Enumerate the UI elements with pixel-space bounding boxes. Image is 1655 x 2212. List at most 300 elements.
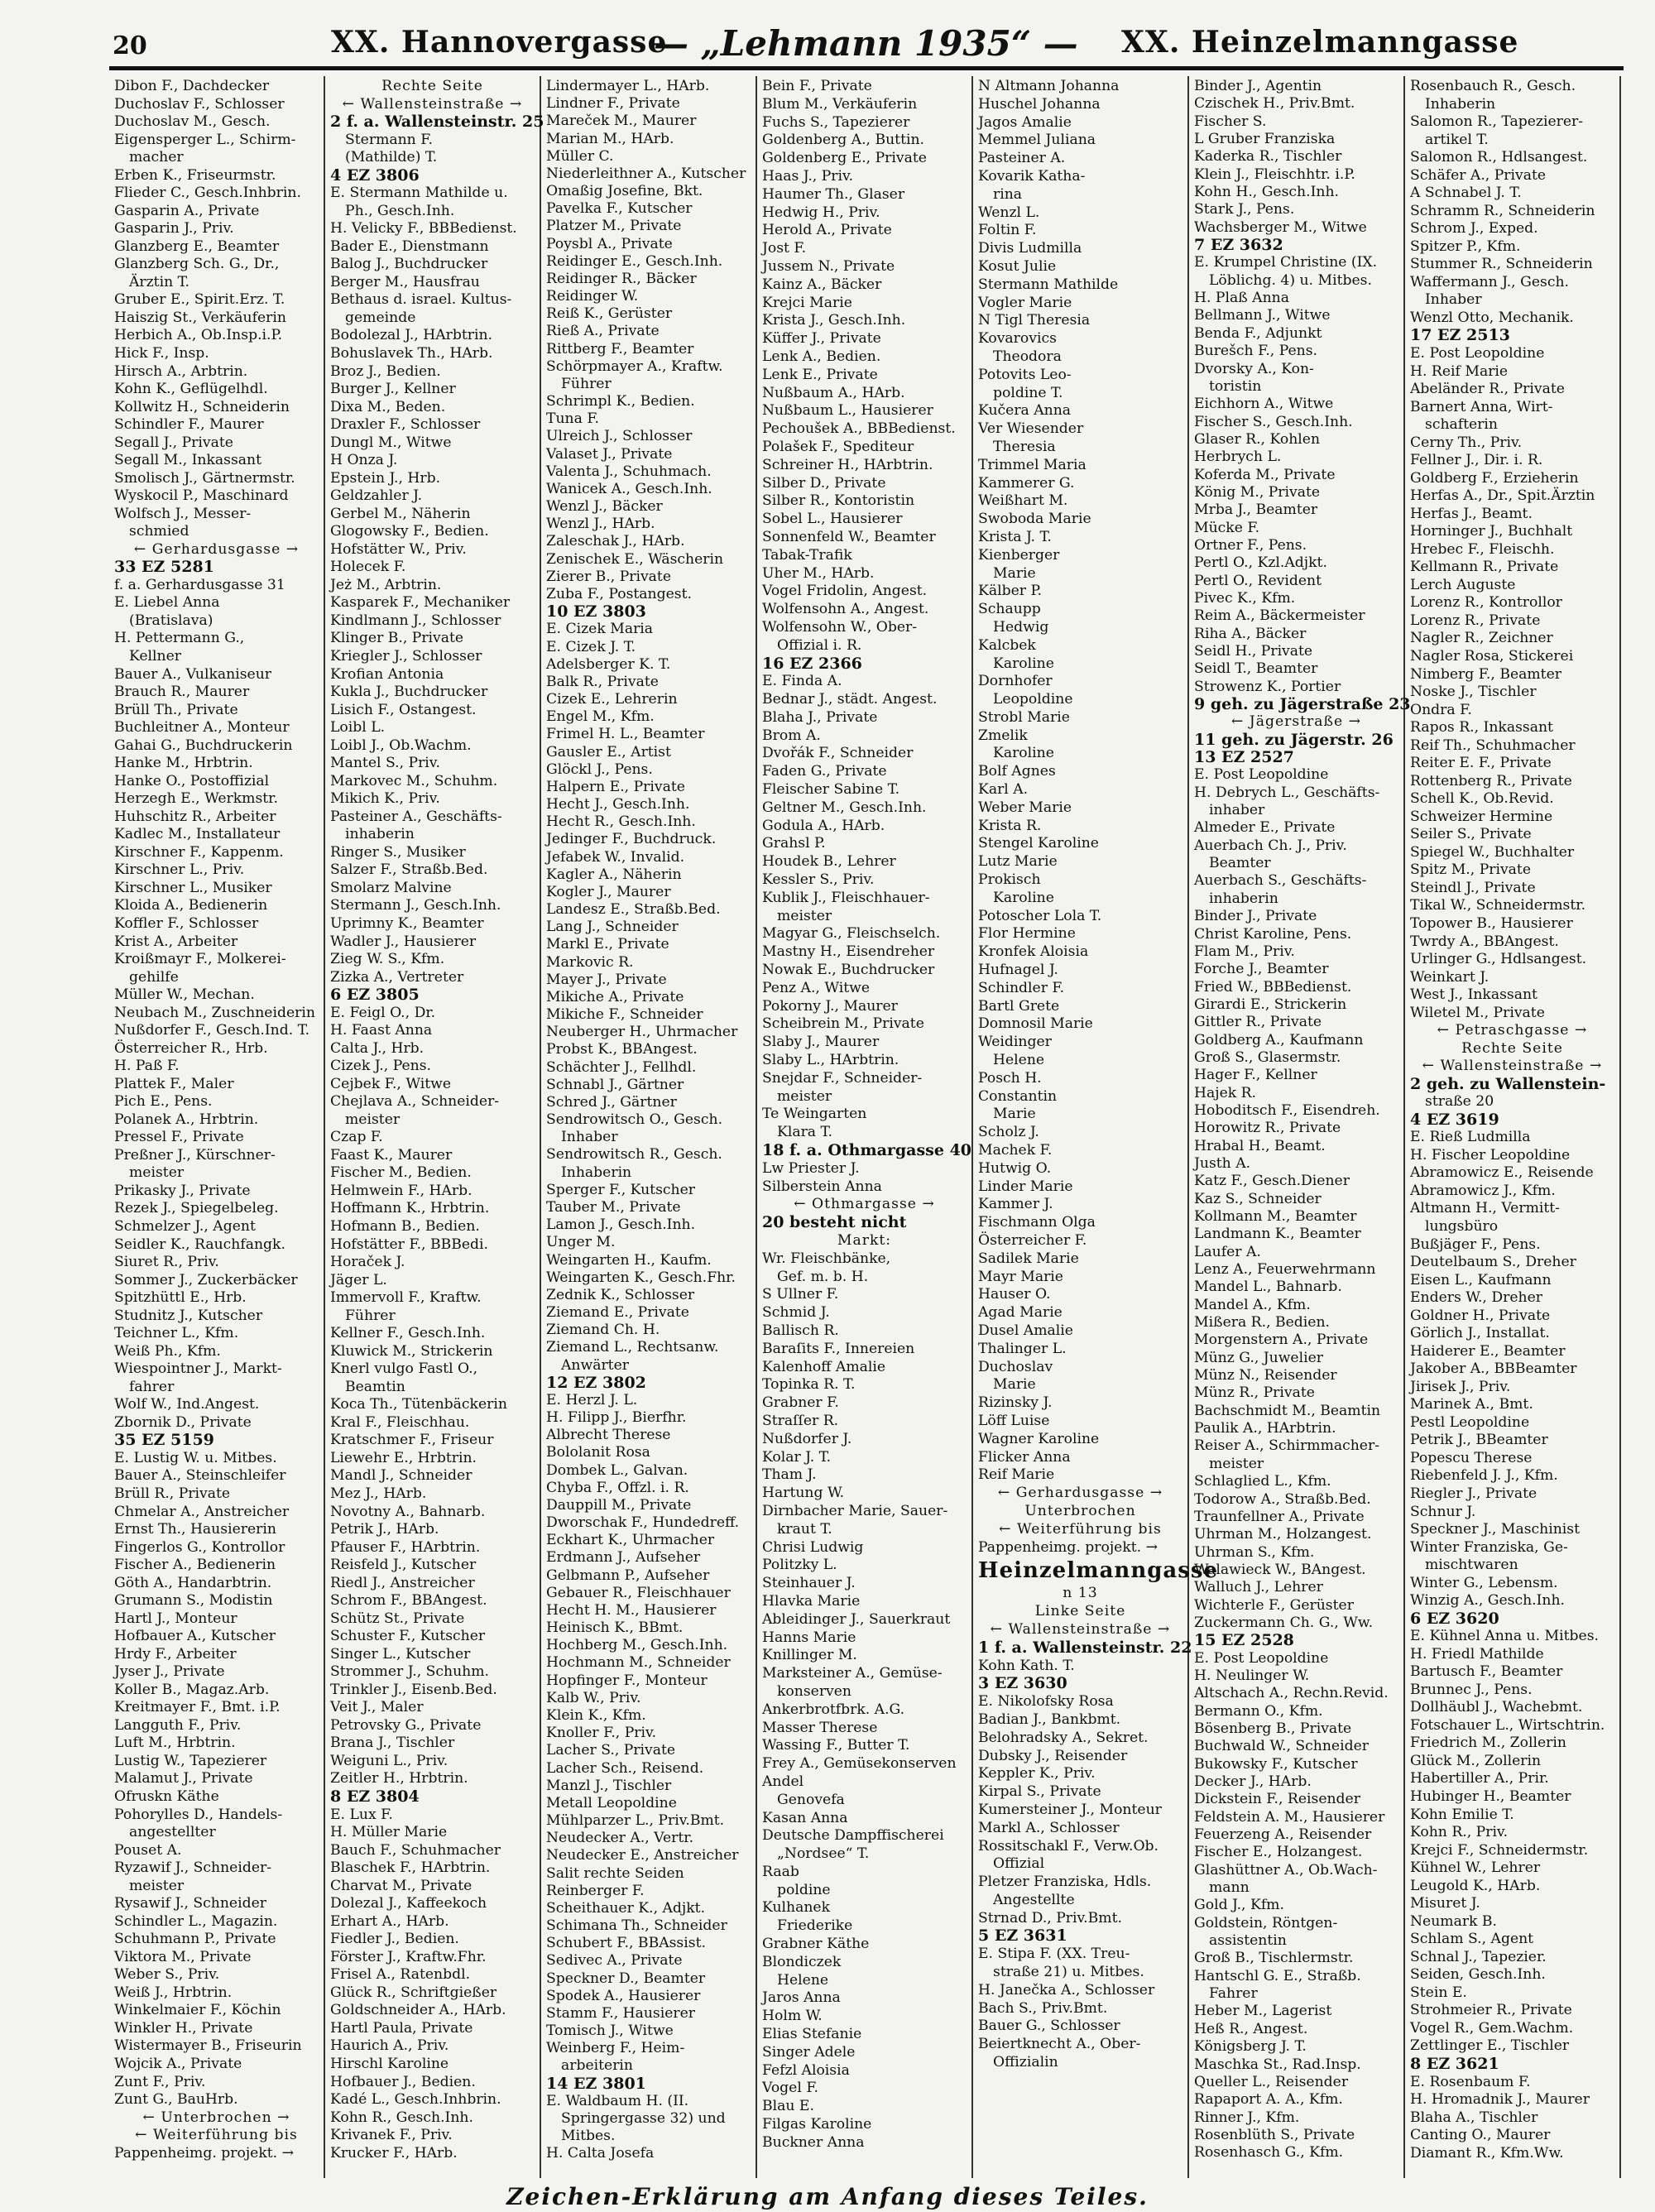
directory-entry: Geltner M., Gesch.Inh. <box>762 799 927 816</box>
directory-entry: Wiespointner J., Markt- <box>114 1360 282 1378</box>
directory-entry: Petrovsky G., Private <box>330 1716 482 1734</box>
directory-entry: Knillinger M. <box>762 1647 857 1664</box>
directory-entry: Groß B., Tischlermstr. <box>1194 1950 1354 1967</box>
directory-entry: Rezek J., Spiegelbeleg. <box>114 1200 279 1217</box>
directory-entry: Chyba F., Offzl. i. R. <box>546 1479 689 1496</box>
directory-entry: Hrebec F., Fleischh. <box>1410 540 1555 558</box>
directory-entry: Hutwig O. <box>978 1159 1052 1177</box>
directory-entry: Duchoslav F., Schlosser <box>114 95 285 113</box>
directory-entry: Bußjäger F., Pens. <box>1410 1236 1541 1253</box>
directory-entry: Salomon R., Hdlsangest. <box>1410 149 1588 166</box>
directory-entry: Löff Luise <box>978 1412 1050 1429</box>
directory-entry: E. Rieß Ludmilla <box>1410 1129 1531 1146</box>
directory-entry: Weidinger <box>978 1034 1052 1051</box>
street-section-title: Heinzelmanngasse <box>978 1558 1219 1584</box>
directory-entry: Silberstein Anna <box>762 1178 882 1195</box>
directory-entry: Topower B., Hausierer <box>1410 914 1573 932</box>
directory-entry: Wenzl J., HArb. <box>546 516 655 533</box>
directory-entry: Hlavka Marie <box>762 1592 861 1610</box>
directory-entry: Mücke F. <box>1194 519 1260 536</box>
directory-entry: Prikasky J., Private <box>114 1182 251 1199</box>
directory-entry: Almeder E., Private <box>1194 819 1336 837</box>
directory-entry: Forche J., Beamter <box>1194 961 1329 978</box>
directory-entry: Rosenbauch R., Gesch. <box>1410 78 1576 94</box>
directory-entry: Fischer S. <box>1194 113 1267 130</box>
directory-entry: Ver Wiesender <box>978 420 1084 438</box>
directory-entry: Kulhanek <box>762 1899 831 1917</box>
directory-entry: Kovarovics <box>978 330 1057 348</box>
directory-entry: Marie <box>993 1106 1036 1123</box>
directory-entry: Bein F., Private <box>762 78 872 94</box>
directory-entry: Hofbauer J., Bedien. <box>330 2073 476 2090</box>
directory-entry: Wolfsch J., Messer- <box>114 505 252 522</box>
directory-entry: Koller B., Magaz.Arb. <box>114 1681 270 1698</box>
directory-entry: E. Nikolofsky Rosa <box>978 1693 1114 1711</box>
house-number-heading: 35 EZ 5159 <box>114 1431 214 1450</box>
directory-entry: Wolf W., Ind.Angest. <box>114 1396 260 1413</box>
directory-entry: Glashüttner A., Ob.Wach- <box>1194 1861 1378 1879</box>
directory-entry: E. Kühnel Anna u. Mitbes. <box>1410 1628 1599 1645</box>
directory-entry: E. Krumpel Christine (IX. <box>1194 254 1378 271</box>
directory-entry: Preßner J., Kürschner- <box>114 1146 276 1164</box>
directory-entry: Faast K., Maurer <box>330 1146 453 1164</box>
directory-entry: West J., Inkassant <box>1410 986 1537 1004</box>
directory-entry: N Altmann Johanna <box>978 78 1120 94</box>
directory-entry: Wanicek A., Gesch.Inh. <box>546 480 712 497</box>
directory-entry: Hufnagel J. <box>978 962 1058 979</box>
house-number-heading: 15 EZ 2528 <box>1194 1631 1294 1650</box>
directory-entry: Kirschner L., Musiker <box>114 879 272 896</box>
directory-entry: Anwärter <box>561 1356 629 1374</box>
house-number-heading: 6 EZ 3620 <box>1410 1609 1499 1628</box>
directory-entry: Balog J., Buchdrucker <box>330 256 488 273</box>
directory-entry: Kriegler J., Schlosser <box>330 648 482 665</box>
directory-entry: Chmelar A., Anstreicher <box>114 1503 290 1520</box>
directory-entry: Polašek F., Spediteur <box>762 438 914 455</box>
directory-entry: Linder Marie <box>978 1178 1073 1195</box>
directory-entry: Geldzahler J. <box>330 487 423 505</box>
directory-entry: Wiletel M., Private <box>1410 1004 1545 1021</box>
directory-entry: Haas J., Priv. <box>762 167 854 185</box>
house-number-heading: 8 EZ 3621 <box>1410 2054 1499 2073</box>
directory-entry: Nowak E., Buchdrucker <box>762 962 935 979</box>
directory-entry: Mayer J., Private <box>546 971 667 988</box>
legend-footer: Zeichen-Erklärung am Anfang dieses Teiles. <box>506 2183 1149 2210</box>
directory-entry: Kosut Julie <box>978 257 1057 275</box>
directory-entry: Kalenhoff Amalie <box>762 1358 886 1375</box>
directory-entry: E. Lux F. <box>330 1806 393 1823</box>
directory-entry: Riegler J., Private <box>1410 1485 1537 1502</box>
directory-entry: Strnad D., Priv.Bmt. <box>978 1909 1122 1927</box>
directory-entry: Gerbel M., Näherin <box>330 505 471 522</box>
directory-entry: Helene <box>777 1971 829 1989</box>
directory-entry: Segall M., Inkassant <box>114 452 262 469</box>
directory-entry: Neudecker A., Vertr. <box>546 1830 694 1847</box>
directory-entry: Weber S., Priv. <box>114 1966 220 1984</box>
directory-entry: Wistermayer B., Friseurin <box>114 2037 302 2055</box>
directory-entry: Poysbl A., Private <box>546 235 673 252</box>
directory-entry: Beamter <box>1209 855 1271 872</box>
directory-entry: Karoline <box>993 655 1054 672</box>
directory-entry: meister <box>345 1111 401 1128</box>
directory-entry: Pokorny J., Maurer <box>762 997 898 1015</box>
street-separator: Rechte Seite <box>381 78 483 94</box>
directory-entry: Landesz E., Straßb.Bed. <box>546 901 721 919</box>
street-separator: Markt: <box>837 1232 892 1249</box>
directory-entry: Nußdorfer F., Gesch.Ind. T. <box>114 1022 310 1039</box>
directory-entry: Potovits Leo- <box>978 366 1072 383</box>
directory-entry: Walluch J., Lehrer <box>1194 1579 1323 1596</box>
directory-entry: Weingarten H., Kaufm. <box>546 1251 712 1269</box>
directory-entry: Ernst Th., Hausiererin <box>114 1521 276 1538</box>
directory-entry: Goldstein, Röntgen- <box>1194 1914 1338 1931</box>
directory-entry: Leopoldine <box>993 691 1073 708</box>
directory-entry: Helene <box>993 1052 1045 1069</box>
directory-entry: Pich E., Pens. <box>114 1093 213 1111</box>
directory-entry: Foltin F. <box>978 222 1037 239</box>
directory-entry: Fuchs S., Tapezierer <box>762 113 910 131</box>
directory-entry: Reim A., Bäckermeister <box>1194 607 1365 625</box>
house-number-heading: 3 EZ 3630 <box>978 1674 1067 1693</box>
directory-entry: Eisen L., Kaufmann <box>1410 1271 1552 1288</box>
directory-entry: mischtwaren <box>1425 1557 1518 1574</box>
directory-entry: Bartusch F., Beamter <box>1410 1663 1563 1681</box>
directory-entry: Ulreich J., Schlosser <box>546 428 693 445</box>
directory-entry: Sonnenfeld W., Beamter <box>762 528 936 545</box>
directory-entry: Reif Th., Schuhmacher <box>1410 737 1576 754</box>
directory-entry: Lenz A., Feuerwehrmann <box>1194 1261 1376 1279</box>
directory-entry: Baraſits F., Innereien <box>762 1340 915 1357</box>
directory-entry: Schred J., Gärtner <box>546 1093 677 1111</box>
directory-entry: Zunt F., Priv. <box>114 2073 206 2090</box>
directory-entry: H. Janečka A., Schlosser <box>978 1981 1155 1998</box>
directory-entry: Görlich J., Installat. <box>1410 1325 1550 1342</box>
directory-entry: Scheithauer K., Adjkt. <box>546 1899 706 1917</box>
directory-entry: Klara T. <box>777 1124 832 1141</box>
directory-entry: Reiter E. F., Private <box>1410 755 1552 772</box>
directory-entry: Plattek F., Maler <box>114 1075 234 1092</box>
directory-entry: Riha A., Bäcker <box>1194 625 1307 642</box>
directory-entry: Brauch R., Maurer <box>114 684 250 701</box>
directory-entry: Dolezal J., Kaffeekoch <box>330 1895 487 1912</box>
directory-entry: Hecht J., Gesch.Inh. <box>546 796 690 813</box>
directory-entry: straße 21) u. Mitbes. <box>993 1964 1144 1981</box>
column-6 <box>1189 76 1411 2178</box>
directory-entry: Zeitler H., Hrbtrin. <box>330 1770 468 1787</box>
directory-entry: Huschel Johanna <box>978 95 1101 113</box>
directory-entry: Duchoslav M., Gesch. <box>114 113 271 131</box>
directory-entry: Wojcik A., Private <box>114 2055 242 2072</box>
directory-entry: Karl A. <box>978 781 1029 799</box>
directory-entry: Decker J., HArb. <box>1194 1773 1312 1790</box>
directory-entry: Walawieck W., BAngest. <box>1194 1561 1366 1578</box>
directory-entry: Glanzberg E., Beamter <box>114 238 280 255</box>
directory-entry: Rizinsky J. <box>978 1394 1053 1412</box>
directory-entry: Winter Franziska, Ge- <box>1410 1538 1568 1556</box>
directory-entry: Markovec M., Schuhm. <box>330 772 498 789</box>
directory-entry: lungsbüro <box>1425 1218 1499 1235</box>
directory-entry: Tikal W., Schneidermstr. <box>1410 897 1586 914</box>
directory-entry: (Bratislava) <box>129 612 213 629</box>
directory-entry: Rysawif J., Schneider <box>114 1895 266 1912</box>
directory-entry: Reidinger E., Gesch.Inh. <box>546 252 723 270</box>
directory-entry: Glanzberg Sch. G., Dr., <box>114 256 280 273</box>
directory-entry: Jakober A., BBBeamter <box>1410 1360 1577 1378</box>
directory-entry: Bodolezal J., HArbtrin. <box>330 327 492 344</box>
directory-entry: Altschach A., Rechn.Revid. <box>1194 1685 1389 1702</box>
directory-entry: H Onza J. <box>330 452 398 469</box>
directory-entry: Krucker F., HArb. <box>330 2144 458 2162</box>
directory-entry: Pouset A. <box>114 1841 182 1859</box>
directory-entry: Valenta J., Schuhmach. <box>546 463 712 480</box>
street-separator: ← Petraschgasse → <box>1437 1022 1588 1039</box>
directory-entry: Wenzl J., Bäcker <box>546 498 663 516</box>
directory-entry: Jefabek W., Invalid. <box>546 848 685 866</box>
directory-entry: Stengel Karoline <box>978 835 1099 852</box>
directory-entry: inhaberin <box>1209 890 1278 907</box>
directory-entry: Kühnel W., Lehrer <box>1410 1859 1541 1877</box>
directory-entry: Katz F., Gesch.Diener <box>1194 1173 1350 1190</box>
directory-entry: Stein E. <box>1410 1984 1467 2001</box>
directory-entry: Kolar J. T. <box>762 1448 832 1466</box>
directory-entry: Zierer B., Private <box>546 568 672 585</box>
directory-entry: Nußbaum L., Hausierer <box>762 402 933 420</box>
directory-entry: Goldenberg E., Private <box>762 150 927 167</box>
directory-entry: Faden G., Private <box>762 763 887 780</box>
directory-entry: Münz N., Reisender <box>1194 1367 1337 1384</box>
house-number-heading: 4 EZ 3619 <box>1410 1110 1499 1129</box>
directory-entry: E. Herzl J. L. <box>546 1391 638 1408</box>
directory-entry: mann <box>1209 1879 1250 1897</box>
directory-entry: Weinberg F., Heim- <box>546 2040 685 2057</box>
directory-entry: Herfas J., Beamt. <box>1410 505 1533 522</box>
directory-entry: Frisel A., Ratenbdl. <box>330 1966 471 1984</box>
directory-entry: Dusel Amalie <box>978 1322 1073 1339</box>
directory-entry: Kohn Emilie T. <box>1410 1806 1514 1823</box>
directory-entry: Gittler R., Private <box>1194 1014 1322 1031</box>
directory-entry: Buchwald W., Schneider <box>1194 1738 1369 1755</box>
directory-entry: Haurich A., Priv. <box>330 2037 449 2055</box>
directory-entry: Fahrer <box>1209 1985 1258 2003</box>
directory-entry: Gruber E., Spirit.Erz. T. <box>114 291 285 309</box>
directory-entry: Morgenstern A., Private <box>1194 1332 1369 1349</box>
directory-entry: Wachsberger M., Witwe <box>1194 218 1367 236</box>
directory-entry: Hirschl Karoline <box>330 2055 449 2072</box>
directory-entry: Rossitschakl F., Verw.Ob. <box>978 1837 1159 1855</box>
directory-entry: N Tigl Theresia <box>978 312 1091 329</box>
directory-entry: Goldberg A., Kaufmann <box>1194 1031 1364 1048</box>
directory-entry: Marinek A., Bmt. <box>1410 1396 1533 1413</box>
directory-entry: Seidl H., Private <box>1194 643 1313 660</box>
directory-entry: Ringer S., Musiker <box>330 843 466 861</box>
directory-entry: Inhaberin <box>1425 95 1496 113</box>
directory-entry: fahrer <box>129 1378 175 1395</box>
directory-entry: Sedivec A., Private <box>546 1952 683 1970</box>
directory-entry: Dollhäubl J., Wachebmt. <box>1410 1699 1583 1716</box>
directory-entry: Hecht H. M., Hausierer <box>546 1601 717 1619</box>
directory-entry: Weißhart M. <box>978 492 1068 510</box>
directory-entry: Klein K., Kfm. <box>546 1706 646 1724</box>
directory-entry: Krista J., Gesch.Inh. <box>762 312 906 329</box>
directory-entry: Mandel L., Bahnarb. <box>1194 1279 1342 1296</box>
directory-entry: Lacher S., Private <box>546 1742 676 1759</box>
directory-entry: Strohmeier R., Private <box>1410 2002 1572 2019</box>
directory-entry: Schell K., Ob.Revid. <box>1410 790 1554 808</box>
directory-entry: Novotny A., Bahnarb. <box>330 1503 486 1520</box>
directory-entry: Horninger J., Buchhalt <box>1410 523 1573 540</box>
directory-entry: Bellmann J., Witwe <box>1194 307 1331 324</box>
directory-entry: Markl E., Private <box>546 936 669 953</box>
directory-entry: Mandel A., Kfm. <box>1194 1296 1311 1313</box>
directory-entry: Calta J., Hrb. <box>330 1039 425 1057</box>
directory-entry: Bohuslavek Th., HArb. <box>330 344 493 362</box>
directory-entry: Vogel F. <box>762 2080 819 2097</box>
directory-entry: kraut T. <box>777 1520 832 1538</box>
directory-entry: Offizial i. R. <box>777 636 862 654</box>
directory-entry: Knerl vulgo Fastl O., <box>330 1360 478 1378</box>
directory-entry: Flor Hermine <box>978 925 1076 943</box>
directory-entry: Rittberg F., Beamter <box>546 340 694 357</box>
directory-entry: Loibl L. <box>330 719 386 737</box>
directory-entry: Stermann Mathilde <box>978 276 1119 293</box>
directory-entry: Herfas A., Dr., Spit.Ärztin <box>1410 487 1595 505</box>
directory-entry: Gold J., Kfm. <box>1194 1897 1284 1914</box>
directory-entry: Pletzer Franziska, Hdls. <box>978 1874 1152 1891</box>
directory-entry: Hartl Paula, Private <box>330 2019 473 2037</box>
directory-entry: Ofruskn Käthe <box>114 1788 219 1805</box>
directory-entry: Sendrowitsch O., Gesch. <box>546 1111 723 1129</box>
directory-entry: Fischmann Olga <box>978 1214 1096 1231</box>
directory-entry: Wassing F., Butter T. <box>762 1737 910 1754</box>
directory-entry: Schnabl J., Gärtner <box>546 1076 684 1093</box>
directory-entry: Stummer R., Schneiderin <box>1410 256 1593 273</box>
directory-entry: Münz G., Juwelier <box>1194 1349 1323 1366</box>
directory-entry: Straſſer R. <box>762 1412 839 1429</box>
directory-entry: Duchoslav <box>978 1358 1053 1375</box>
directory-entry: E. Stermann Mathilde u. <box>330 185 508 202</box>
directory-entry: Burešch F., Pens. <box>1194 343 1318 360</box>
directory-entry: E. Post Leopoldine <box>1194 766 1329 784</box>
directory-entry: Krejci F., Schneidermstr. <box>1410 1841 1589 1859</box>
directory-entry: Epstein J., Hrb. <box>330 469 441 487</box>
street-separator: Rechte Seite <box>1461 1039 1563 1057</box>
directory-entry: Politzky L. <box>762 1557 837 1574</box>
directory-entry: artikel T. <box>1425 131 1489 148</box>
directory-entry: Uprimny K., Beamter <box>330 914 484 932</box>
directory-entry: Kaz S., Schneider <box>1194 1190 1322 1207</box>
directory-entry: Riedl J., Anstreicher <box>330 1574 475 1591</box>
directory-entry: Girardi E., Strickerin <box>1194 996 1347 1013</box>
directory-entry: Berger M., Hausfrau <box>330 273 480 290</box>
directory-entry: Salzer F., Straßb.Bed. <box>330 861 488 879</box>
directory-entry: Krista R. <box>978 817 1042 834</box>
house-number-heading: 20 besteht nicht <box>762 1213 907 1232</box>
directory-entry: Mitbes. <box>561 2128 616 2145</box>
directory-entry: Lamon J., Gesch.Inh. <box>546 1216 696 1234</box>
directory-entry: Mikiche F., Schneider <box>546 1006 703 1024</box>
directory-entry: Weber Marie <box>978 799 1072 816</box>
directory-entry: Lutz Marie <box>978 853 1058 871</box>
directory-entry: Wadler J., Hausierer <box>330 933 477 950</box>
directory-entry: Glöckl J., Pens. <box>546 761 653 778</box>
street-separator: ← Unterbrochen → <box>142 2109 290 2126</box>
directory-entry: Blum M., Verkäuferin <box>762 95 918 113</box>
directory-entry: arbeiterin <box>561 2057 633 2075</box>
directory-entry: Hartl J., Monteur <box>114 1610 237 1627</box>
directory-entry: gehilfe <box>129 968 179 986</box>
directory-entry: Vogel R., Gem.Wachm. <box>1410 2019 1574 2037</box>
directory-entry: Gelbmann P., Aufseher <box>546 1567 710 1584</box>
directory-entry: Helmwein F., HArb. <box>330 1182 473 1199</box>
directory-entry: Stark J., Pens. <box>1194 201 1295 218</box>
directory-entry: Raab <box>762 1863 799 1880</box>
directory-entry: Gebauer R., Fleischhauer <box>546 1584 731 1601</box>
directory-entry: Buckner Anna <box>762 2133 865 2151</box>
directory-entry: Bach S., Priv.Bmt. <box>978 1999 1108 2017</box>
directory-entry: Gasparin J., Priv. <box>114 220 234 238</box>
directory-entry: Kindlmann J., Schlosser <box>330 612 501 629</box>
directory-entry: Seiler S., Private <box>1410 826 1532 843</box>
directory-entry: Mißera R., Bedien. <box>1194 1314 1331 1332</box>
directory-entry: Haiszig St., Verkäuferin <box>114 309 286 326</box>
directory-entry: Kogler J., Maurer <box>546 883 671 900</box>
directory-entry: Fleischer Sabine T. <box>762 781 900 799</box>
directory-entry: Christ Karoline, Pens. <box>1194 925 1352 943</box>
directory-entry: Pohorylles D., Handels- <box>114 1806 283 1823</box>
directory-entry: Binder J., Private <box>1194 908 1317 925</box>
directory-entry: Reidinger R., Bäcker <box>546 270 697 287</box>
directory-entry: rina <box>993 185 1023 203</box>
directory-entry: Stamm F., Hausierer <box>546 2004 696 2022</box>
directory-entry: Ziemand E., Private <box>546 1304 689 1322</box>
directory-entry: H. Hromadnik J., Maurer <box>1410 2091 1590 2109</box>
directory-entry: Kronfek Aloisia <box>978 943 1089 961</box>
directory-entry: H. Debrych L., Geschäfts- <box>1194 784 1380 801</box>
directory-entry: Kohn K., Geflügelhdl. <box>114 381 268 398</box>
directory-entry: Kohn H., Gesch.Inh. <box>1194 184 1339 201</box>
directory-entry: Diamant R., Kfm.Ww. <box>1410 2144 1564 2162</box>
page-number: 20 <box>113 31 147 60</box>
page-header <box>0 0 1655 65</box>
directory-entry: Omaßig Josefine, Bkt. <box>546 183 703 200</box>
directory-entry: Schubert F., BBAssist. <box>546 1935 706 1952</box>
directory-entry: Ziemand Ch. H. <box>546 1322 660 1339</box>
directory-entry: Siuret R., Priv. <box>114 1254 219 1271</box>
directory-entry: Offizialin <box>993 2054 1058 2071</box>
directory-entry: Reif Marie <box>978 1466 1055 1484</box>
directory-entry: Leugold K., HArb. <box>1410 1877 1541 1894</box>
directory-entry: Wolfensohn A., Angest. <box>762 601 929 618</box>
house-number-heading: 8 EZ 3804 <box>330 1787 420 1806</box>
directory-entry: Neubach M., Zuschneiderin <box>114 1004 315 1021</box>
directory-entry: Herzegh E., Werkmstr. <box>114 790 278 808</box>
street-separator: Linke Seite <box>1034 1603 1126 1620</box>
directory-entry: Lenk E., Private <box>762 366 878 383</box>
directory-entry: Lw Priester J. <box>762 1159 860 1177</box>
directory-entry: Mareček M., Maurer <box>546 113 697 130</box>
directory-entry: Zednik K., Schlosser <box>546 1286 695 1303</box>
directory-entry: Dubsky J., Reisender <box>978 1747 1128 1764</box>
directory-entry: Bauch F., Schuhmacher <box>330 1841 501 1859</box>
directory-entry: Slaby J., Maurer <box>762 1034 880 1051</box>
directory-entry: Hopfinger F., Monteur <box>546 1672 708 1689</box>
directory-entry: Masser Therese <box>762 1719 878 1736</box>
house-number-heading: 6 EZ 3805 <box>330 986 420 1005</box>
directory-entry: H. Reif Marie <box>1410 362 1509 380</box>
directory-entry: Barnert Anna, Wirt- <box>1410 398 1553 415</box>
directory-entry: schmied <box>129 523 189 540</box>
directory-entry: Neuberger H., Uhrmacher <box>546 1024 738 1041</box>
